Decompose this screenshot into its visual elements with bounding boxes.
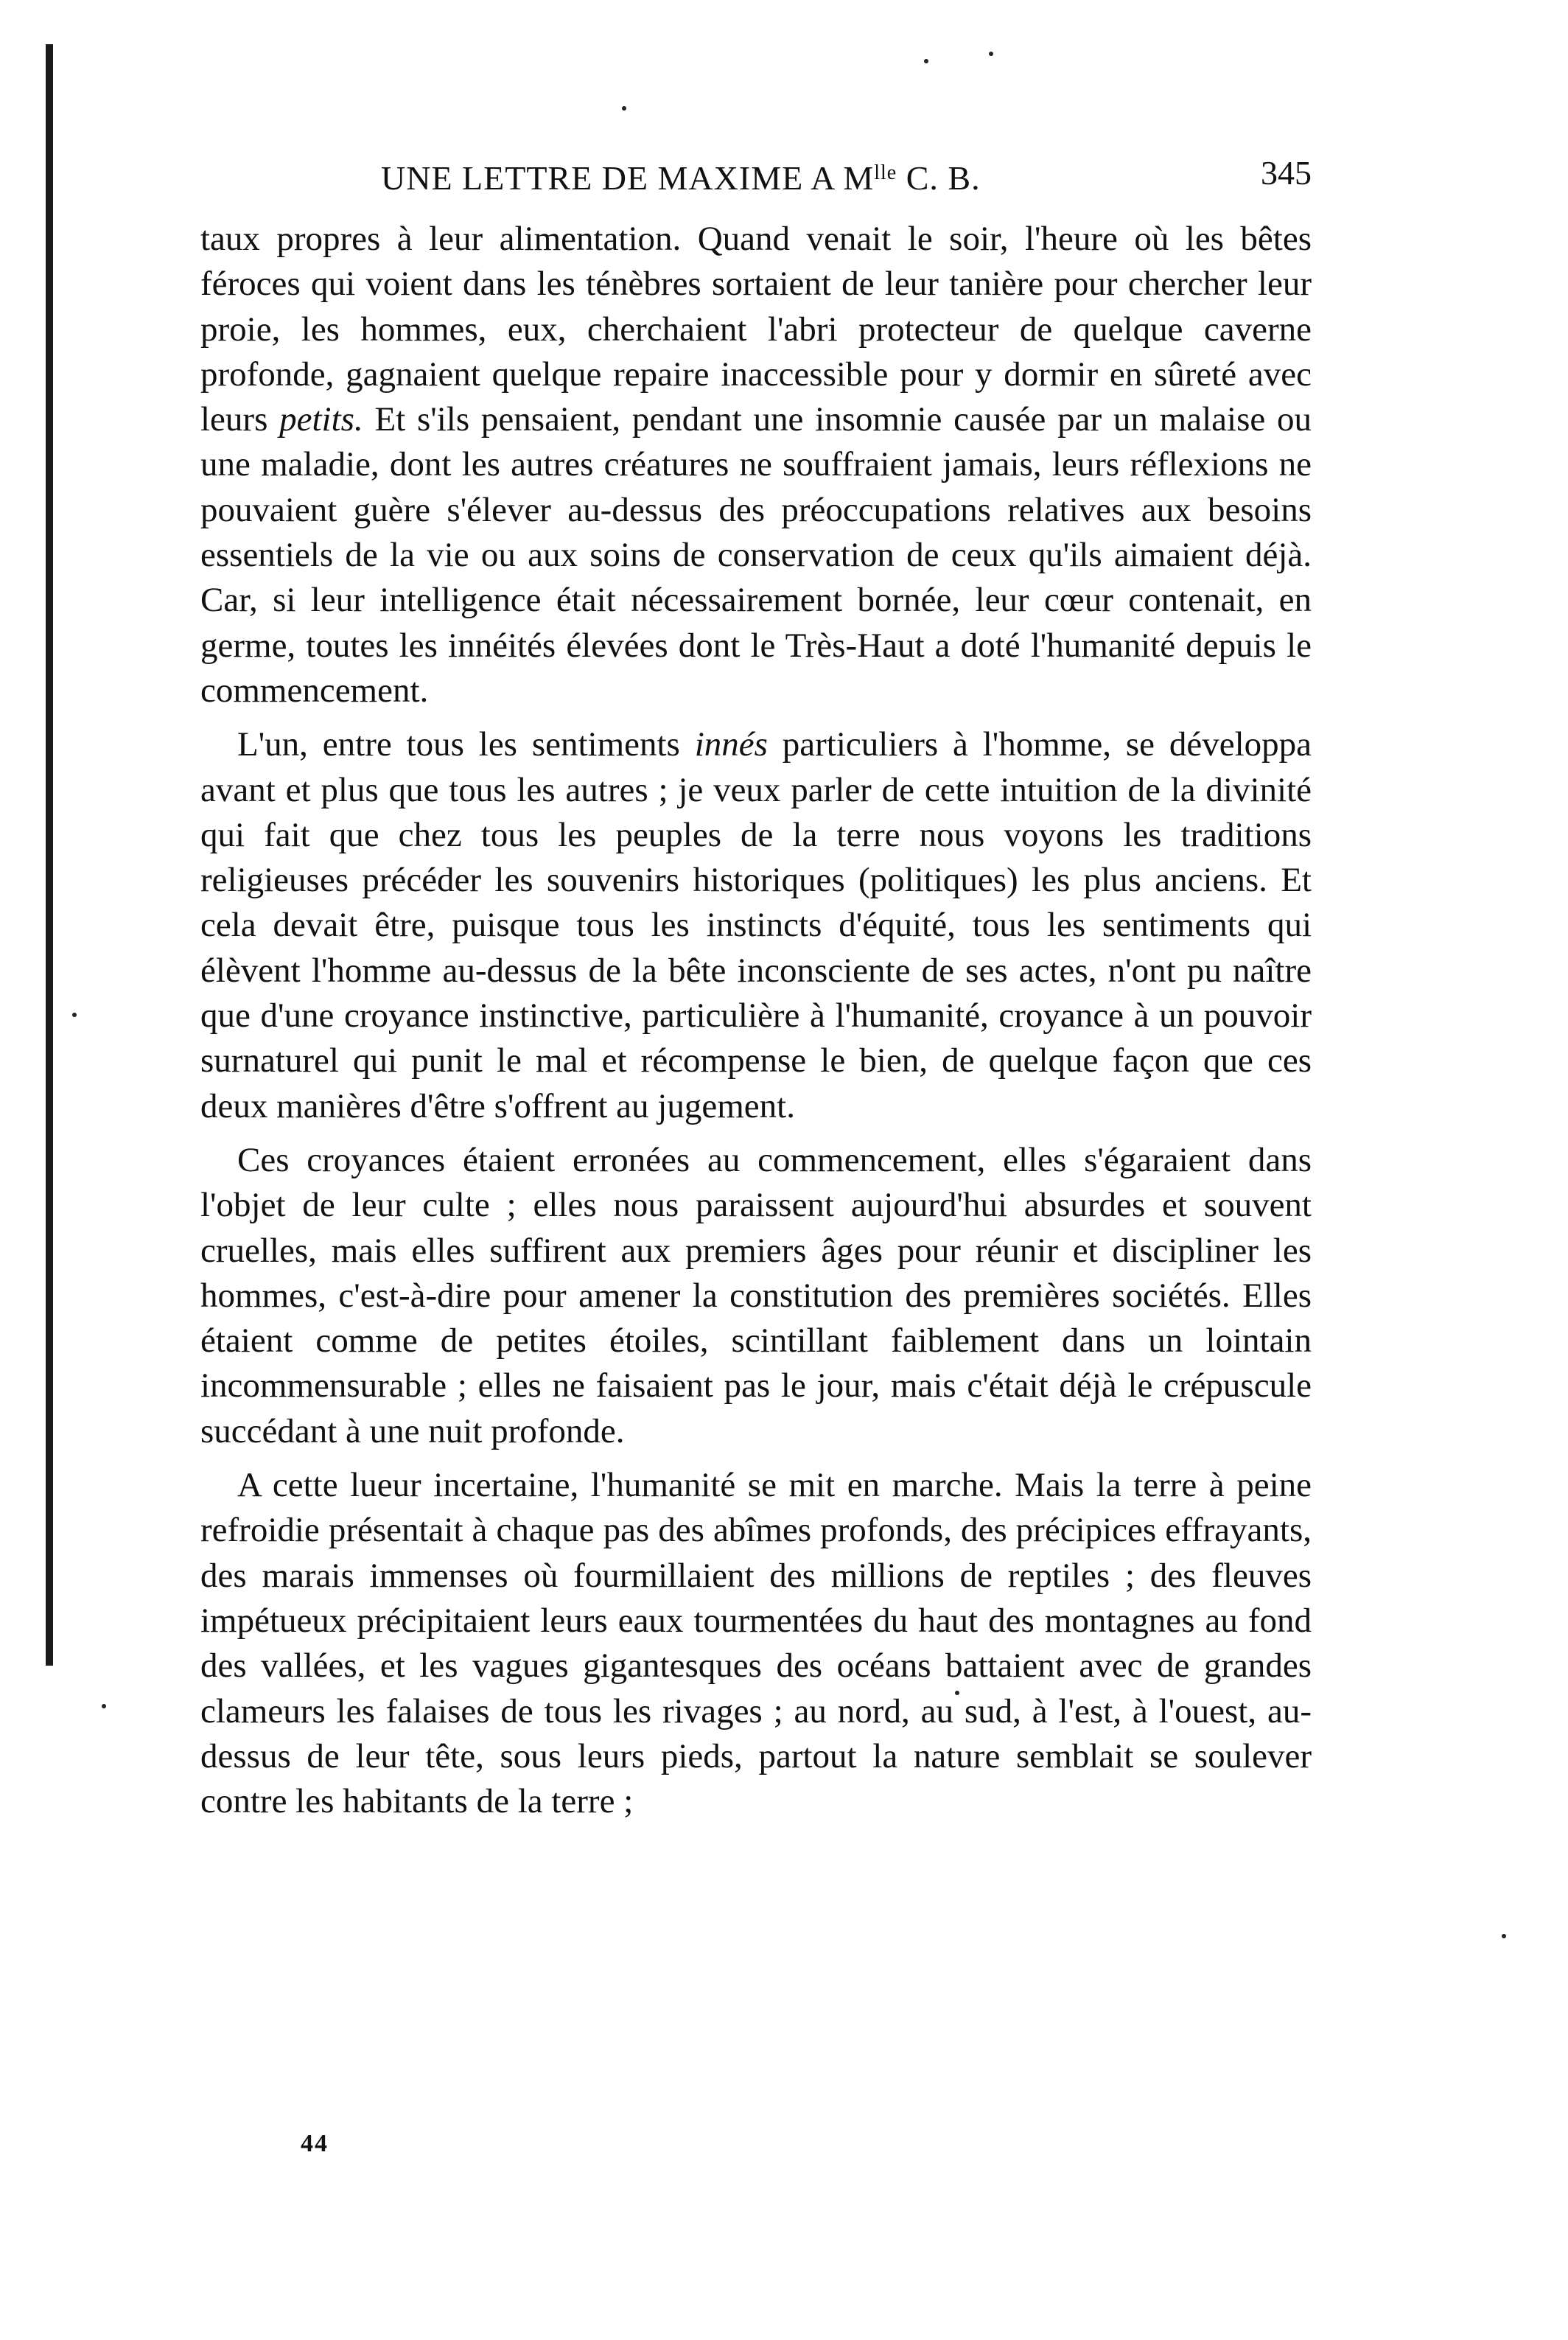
paragraph-2 xyxy=(200,722,1312,1129)
paragraph-1-text-a: taux propres à leur alimentation. Quand venait le soir, l'heure où les bêtes féroces qui voient dans les ténèbres sortaient de leur tanière pour chercher leur proie, les hommes, eux, cherchaient l'abri protecteur de quelque caverne profonde, gagnaient quelque repaire inaccessible pour y dormir en sûreté avec leurs xyxy=(200,220,1312,439)
running-title-superscript: lle xyxy=(874,161,897,184)
body-text xyxy=(200,217,1312,1833)
paragraph-1-italic: petits. xyxy=(279,400,363,439)
speck xyxy=(924,59,928,63)
running-title-initials: C. B. xyxy=(897,159,981,197)
paragraph-2-italic: innés xyxy=(694,725,768,764)
speck xyxy=(72,1013,77,1017)
speck xyxy=(102,1704,106,1708)
page-number: 345 xyxy=(1261,154,1312,192)
speck xyxy=(1502,1934,1506,1938)
running-title xyxy=(381,147,981,204)
paragraph-1 xyxy=(200,217,1312,713)
paragraph-3: Ces croyances étaient erronées au commencement, elles s'égaraient dans l'objet de leur culte ; elles nous paraissent aujourd'hui absurdes et souvent cruelles, mais elles suffirent aux premiers âges pour réunir et discipliner les hommes, c'est-à-dire pour amener la constitution des premières sociétés. Elles étaient comme de petites étoiles, scintillant faiblement dans un lointain incommensurable ; elles ne faisaient pas le jour, mais c'était déjà le crépuscule succédant à une nuit profonde. xyxy=(200,1140,1312,1450)
running-title-main: UNE LETTRE DE MAXIME A M xyxy=(381,159,875,197)
running-header xyxy=(200,147,1312,199)
paragraph-2-text-a: L'un, entre tous les sentiments xyxy=(237,725,695,764)
speck xyxy=(622,106,626,111)
binding-edge xyxy=(46,44,53,1666)
speck xyxy=(989,52,993,56)
paragraph-1-text-b: Et s'ils pensaient, pendant une insomnie causée par un malaise ou une maladie, dont les autres créatures ne souffraient jamais, leurs réflexions ne pouvaient guère s'élever au-dessus des préoccupations relatives aux besoins essentiels de la vie ou aux soins de conservation de ceux qu'ils aimaient déjà. Car, si leur intelligence était nécessairement bornée, leur cœur contenait, en germe, toutes les innéités élevées dont le Très-Haut a doté l'humanité depuis le commencement. xyxy=(200,400,1312,710)
paragraph-2-text-b: particuliers à l'homme, se développa avant et plus que tous les autres ; je veux parler de cette intuition de la divinité qui fait que chez tous les peuples de la terre nous voyons les traditions religieuses précéder les souvenirs historiques (politiques) les plus anciens. Et cela devait être, puisque tous les instincts d'équité, tous les sentiments qui élèvent l'homme au-dessus de la bête inconsciente de ses actes, n'ont pu naître que d'une croyance instinctive, particulière à l'humanité, croyance à un pouvoir surnaturel qui punit le mal et récompense le bien, de quelque façon que ces deux manières d'être s'offrent au jugement. xyxy=(200,725,1312,1125)
signature-mark: 44 xyxy=(301,2130,329,2157)
paragraph-4: A cette lueur incertaine, l'humanité se mit en marche. Mais la terre à peine refroidie présentait à chaque pas des abîmes profonds, des précipices effrayants, des marais immenses où fourmillaient des millions de reptiles ; des fleuves impétueux précipitaient leurs eaux tourmentées du haut des montagnes au fond des vallées, et les vagues gigantesques des océans battaient avec de grandes clameurs les falaises de tous les rivages ; au nord, au sud, à l'est, à l'ouest, au-dessus de leur tête, sous leurs pieds, partout la nature semblait se soulever contre les habitants de la terre ; xyxy=(200,1466,1312,1821)
